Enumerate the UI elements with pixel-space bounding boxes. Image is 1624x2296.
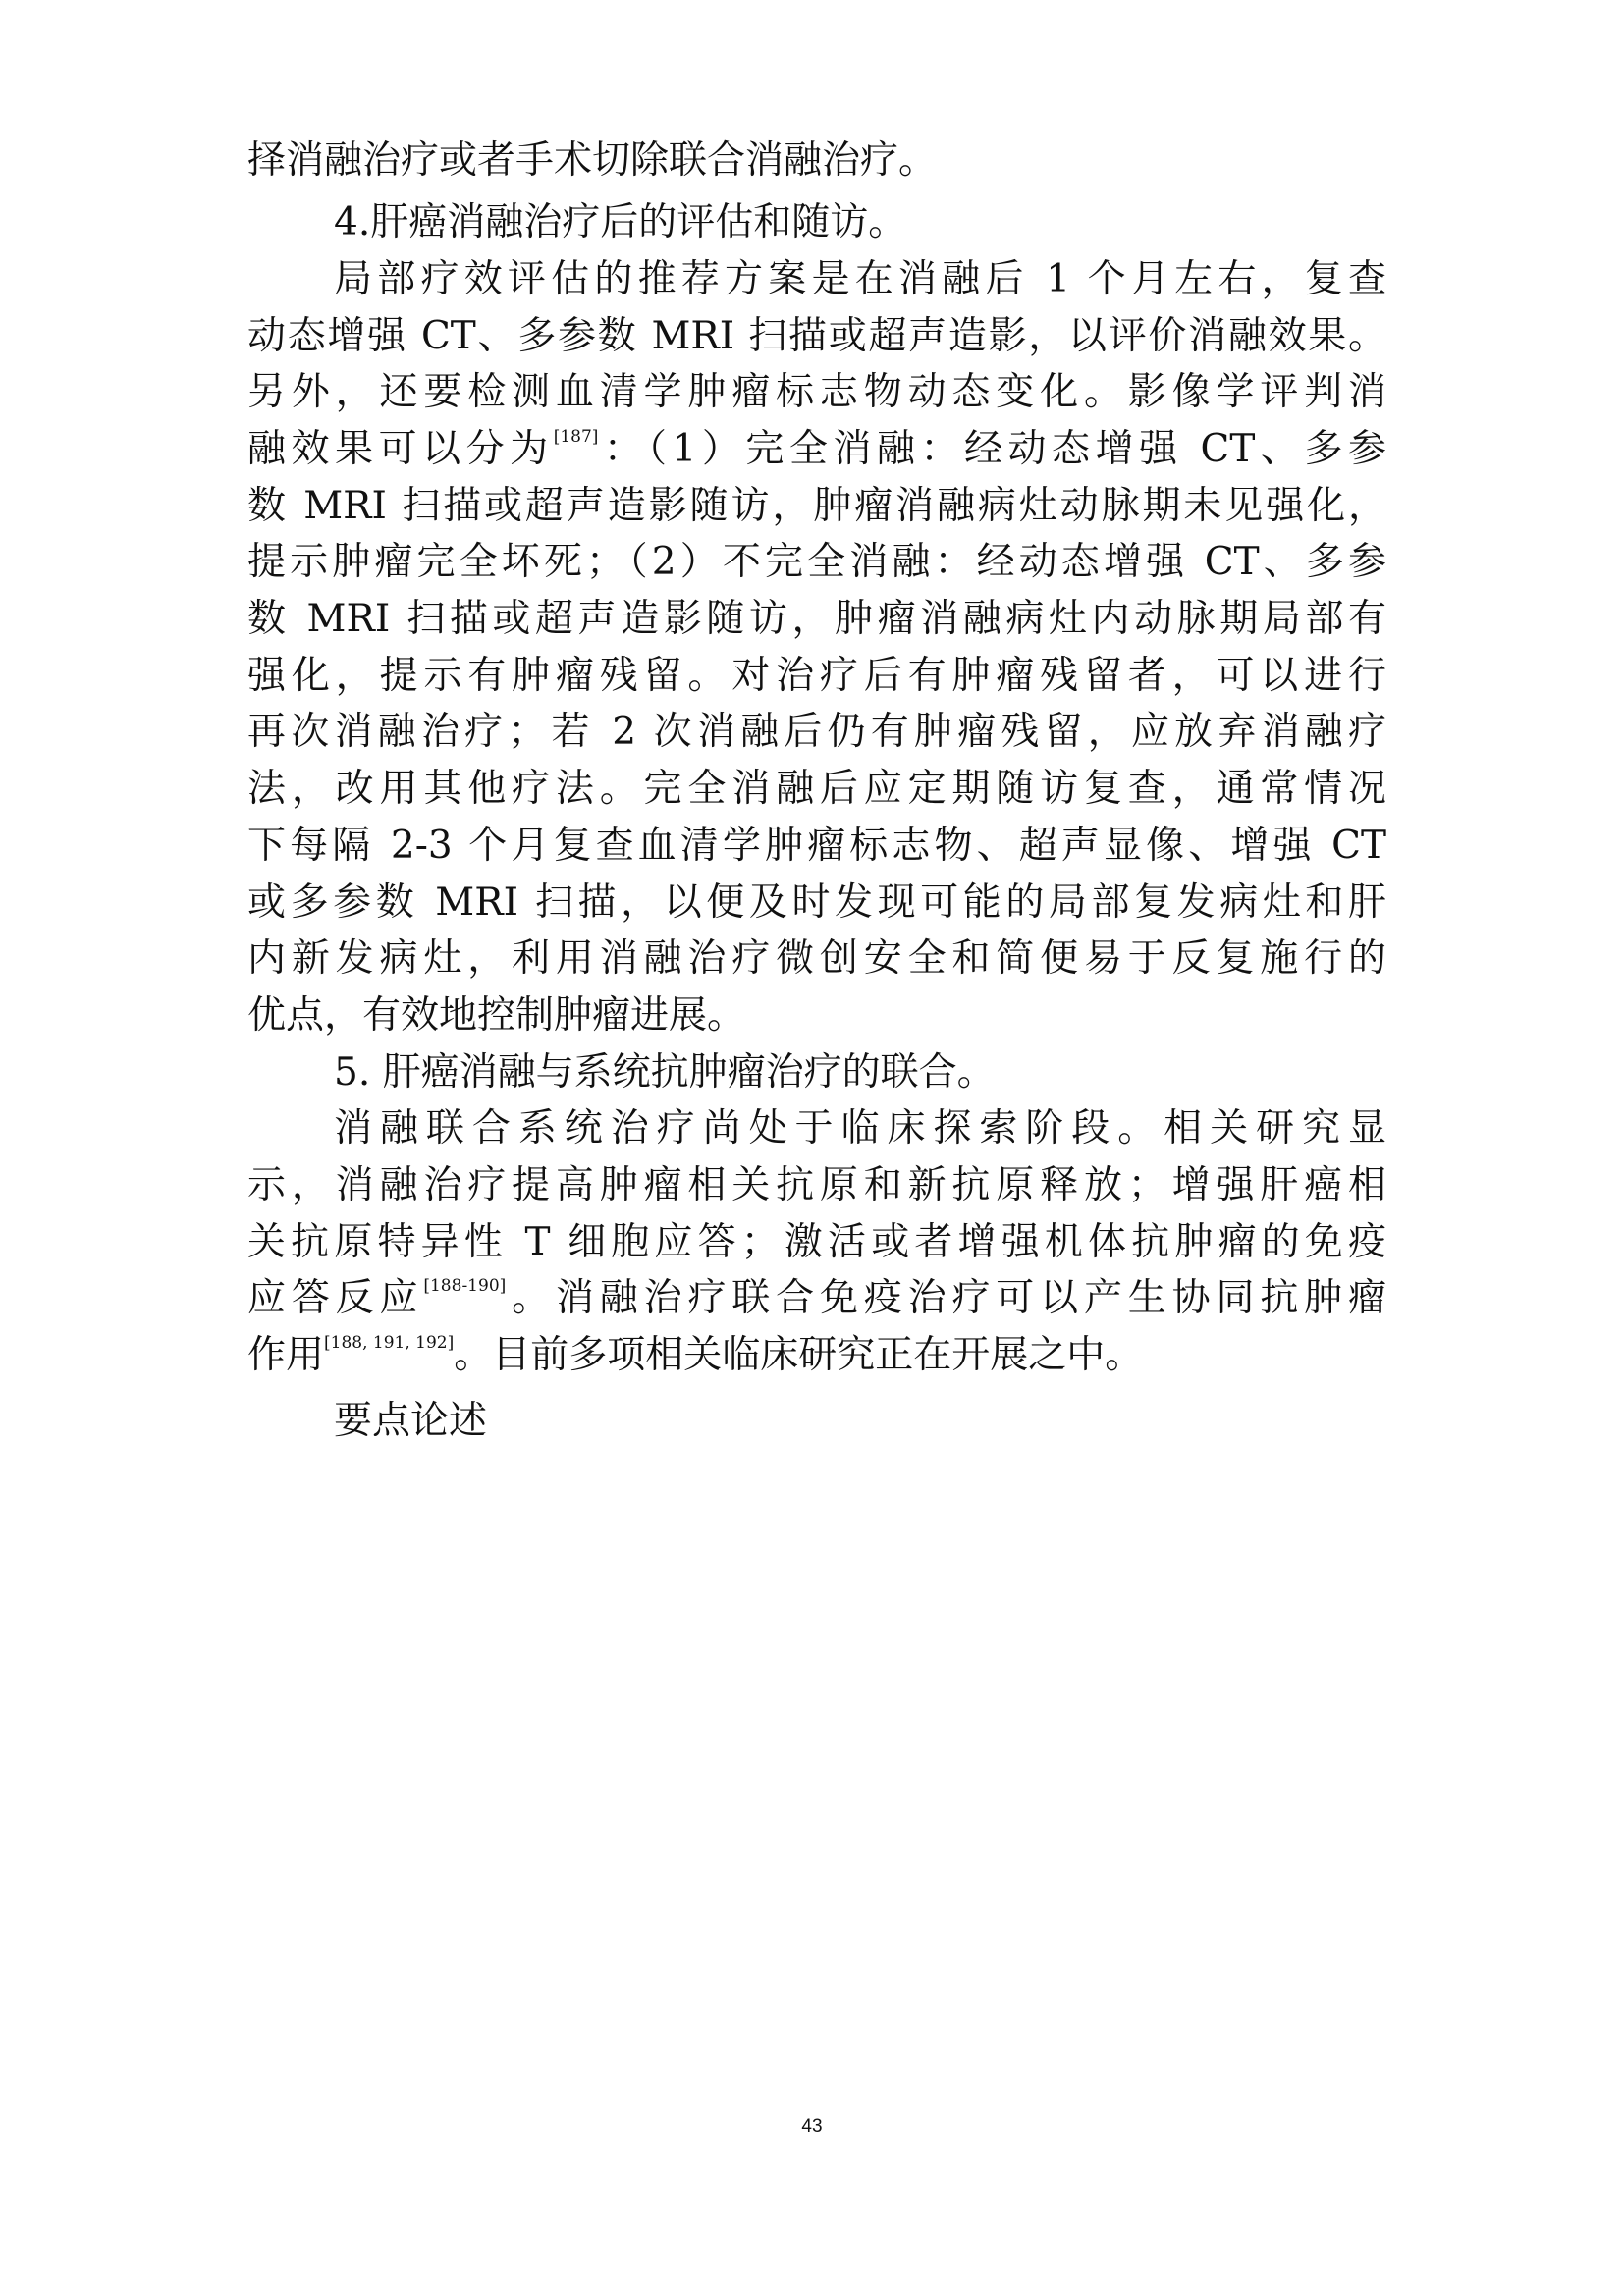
text-line: 提示肿瘤完全坏死；（2）不完全消融：经动态增强 CT、多参 [247,540,1386,584]
text-segment: 融效果可以分为 [247,427,554,471]
citation: [188, 191, 192] [324,1333,455,1353]
text-line: 优点，有效地控制肿瘤进展。 [247,993,746,1038]
text-line: 择消融治疗或者手术切除联合消融治疗。 [247,138,938,183]
text-line: 另外，还要检测血清学肿瘤标志物动态变化。影像学评判消 [247,370,1386,414]
section-heading: 要点论述 [334,1399,488,1443]
text-line: 数 MRI 扫描或超声造影随访，肿瘤消融病灶动脉期未见强化， [247,484,1386,528]
text-line [247,420,1386,479]
text-line: 下每隔 2-3 个月复查血清学肿瘤标志物、超声显像、增强 CT [247,824,1386,868]
section-heading: 4.肝癌消融治疗后的评估和随访。 [334,200,907,244]
text-line: 数 MRI 扫描或超声造影随访，肿瘤消融病灶内动脉期局部有 [247,597,1386,641]
text-line: 强化，提示有肿瘤残留。对治疗后有肿瘤残留者，可以进行 [247,654,1386,698]
text-line: 再次消融治疗；若 2 次消融后仍有肿瘤残留，应放弃消融疗 [247,710,1386,754]
text-line: 法，改用其他疗法。完全消融后应定期随访复查，通常情况 [247,767,1386,811]
text-line: 或多参数 MRI 扫描，以便及时发现可能的局部复发病灶和肝 [247,881,1386,925]
text-segment: 作用 [247,1333,325,1377]
section-heading: 5. 肝癌消融与系统抗肿瘤治疗的联合。 [334,1050,996,1095]
citation: [188-190] [423,1276,507,1296]
text-segment: ：（1）完全消融：经动态增强 CT、多参 [598,427,1386,471]
text-line: 关抗原特异性 T 细胞应答；激活或者增强机体抗肿瘤的免疫 [247,1220,1386,1264]
text-segment: 。消融治疗联合免疫治疗可以产生协同抗肿瘤 [506,1276,1386,1320]
text-line: 消融联合系统治疗尚处于临床探索阶段。相关研究显 [334,1106,1386,1150]
text-segment: 应答反应 [247,1276,424,1320]
text-line: 内新发病灶，利用消融治疗微创安全和简便易于反复施行的 [247,936,1386,981]
text-line: 局部疗效评估的推荐方案是在消融后 1 个月左右，复查 [334,257,1386,301]
text-segment: 。目前多项相关临床研究正在开展之中。 [454,1333,1144,1377]
text-line: 动态增强 CT、多参数 MRI 扫描或超声造影，以评价消融效果。 [247,314,1386,358]
text-line [247,1326,1386,1385]
text-line [247,1269,1386,1328]
citation: [187] [553,427,599,447]
page-number: 43 [801,2116,823,2137]
text-line: 示，消融治疗提高肿瘤相关抗原和新抗原释放；增强肝癌相 [247,1163,1386,1207]
